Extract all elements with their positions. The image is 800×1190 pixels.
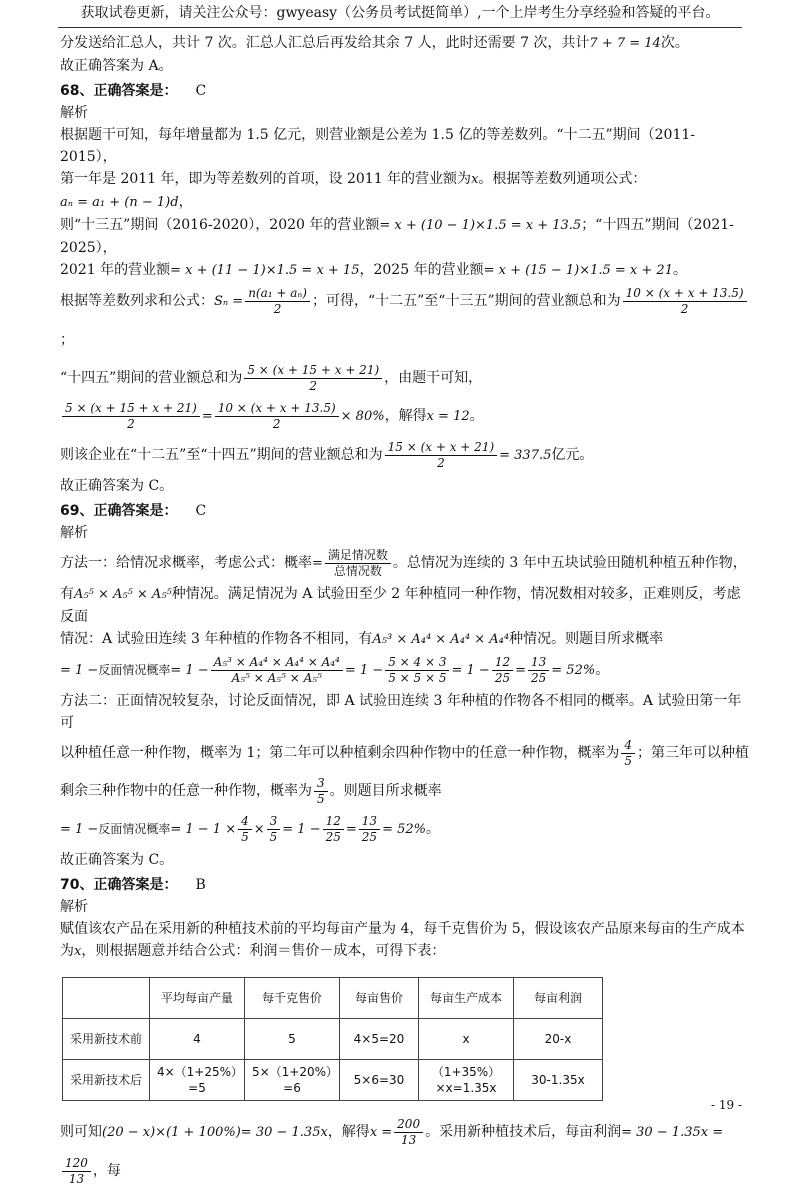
fraction	[394, 1117, 423, 1148]
numerator: 3	[267, 814, 281, 830]
math: = 1 −	[451, 663, 490, 678]
math: = 1 −	[170, 663, 209, 678]
page-number: - 19 -	[710, 1098, 742, 1112]
text: ；	[60, 332, 74, 348]
paragraph	[60, 940, 750, 963]
text: 第一年是 2011 年，即为等差数列的首项，设 2011 年的营业额为	[60, 171, 472, 187]
denominator: 5	[241, 829, 249, 844]
numerator: 15 × (x + x + 21)	[385, 440, 498, 456]
math: x	[74, 944, 82, 959]
fraction	[325, 548, 391, 579]
math: = x + (10 − 1)×1.5 = x + 13.5	[379, 218, 582, 233]
math: =	[312, 556, 323, 571]
text: 。总情况为连续的 3 年中五块试验田随机种植五种作物，	[392, 555, 747, 571]
text: 则该企业在“十二五”至“十四五”期间的营业额总和为	[60, 447, 383, 463]
math: = x + (15 − 1)×1.5 = x + 21	[483, 263, 673, 278]
question-70-title	[60, 874, 750, 896]
math: = 337.5	[499, 448, 552, 463]
table-cell: x	[419, 1019, 514, 1060]
data-table	[62, 977, 603, 1101]
question-68-title	[60, 80, 750, 102]
paragraph: 方法二：正面情况较复杂，讨论反面情况，即 A 试验田连续 3 年种植的作物各不相同的概率。A 试验田第一年可	[60, 693, 742, 731]
text: 。	[595, 662, 610, 678]
math: =	[201, 409, 213, 424]
text: ，解得	[327, 1124, 370, 1140]
denominator: 25	[325, 829, 341, 844]
paragraph	[60, 734, 750, 772]
denominator: 2	[127, 416, 135, 431]
text: ，2025 年的营业额	[359, 262, 484, 278]
numerator: 200	[394, 1117, 423, 1133]
fraction	[62, 1156, 91, 1187]
math: x	[471, 172, 479, 187]
numerator: n(a₁ + aₙ)	[245, 286, 310, 302]
paragraph	[60, 214, 750, 259]
denominator: 2	[273, 301, 282, 316]
math: ×	[253, 822, 265, 837]
paragraph	[60, 168, 750, 214]
fraction	[238, 814, 252, 845]
table-header-row	[63, 978, 603, 1019]
denominator: 2	[272, 416, 281, 431]
table-cell: 4×5=20	[340, 1019, 419, 1060]
numerator: 3	[314, 776, 328, 792]
denominator: 2	[309, 378, 318, 393]
answer-letter: C	[195, 83, 207, 99]
answer-letter: C	[195, 503, 207, 519]
numerator: 10 × (x + x + 13.5)	[215, 401, 339, 417]
denominator: 5	[317, 791, 325, 806]
math: x =	[369, 1125, 393, 1140]
paragraph	[60, 628, 750, 651]
text: 则“十三五”期间（2016-2020），2020 年的营业额	[60, 217, 380, 233]
text: 情况：A 试验田连续 3 年种植的作物各不相同，有	[60, 631, 373, 647]
fraction	[267, 814, 281, 845]
paragraph	[60, 282, 750, 359]
denominator: 5	[269, 829, 278, 844]
text: ；第三年可以种植	[637, 745, 749, 761]
numerator: 5 × 4 × 3	[385, 655, 449, 671]
math: = 52%	[382, 822, 426, 837]
fraction	[385, 655, 449, 686]
numerator: 5 × (x + 15 + x + 21)	[244, 363, 382, 379]
analysis-label: 解析	[60, 525, 88, 541]
question-69-title	[60, 500, 750, 522]
fraction	[528, 655, 549, 686]
math: = x + (11 − 1)×1.5 = x + 15	[170, 263, 360, 278]
paragraph	[60, 397, 750, 436]
text: ，则根据题意并结合公式：利润＝售价－成本，可得下表：	[81, 943, 446, 959]
denominator: 5	[624, 753, 632, 768]
text: ，	[178, 194, 193, 210]
paragraph	[60, 32, 750, 55]
table-cell: 4	[150, 1019, 245, 1060]
numerator: 10 × (x + x + 13.5)	[623, 286, 747, 302]
text: 剩余三种作物中的任意一种作物，概率为	[60, 783, 312, 799]
math: x = 12	[426, 409, 470, 424]
table-cell: 4×（1+25%）=5	[150, 1060, 245, 1101]
table-cell: 采用新技术后	[63, 1060, 150, 1101]
paragraph	[60, 772, 750, 810]
paragraph	[60, 810, 750, 849]
paragraph	[60, 1113, 750, 1190]
text: “十四五”期间的营业额总和为	[60, 370, 243, 386]
table-cell: 5	[245, 1019, 340, 1060]
answer-line: 故正确答案为 C。	[60, 852, 174, 868]
text: 。	[672, 262, 687, 278]
title: 69、正确答案是：	[60, 503, 178, 519]
numerator: 13	[359, 814, 380, 830]
text: ，解得	[384, 408, 427, 424]
numerator: A₅³ × A₄⁴ × A₄⁴ × A₄⁴	[211, 655, 343, 671]
math: = 1 −	[282, 822, 321, 837]
paragraph: 赋值该农产品在采用新的种植技术前的平均每亩产量为 4，每千克售价为 5，假设该农产品原来每亩的生产成本	[60, 921, 745, 937]
text: 。根据等差数列通项公式：	[478, 171, 647, 187]
table-header-cell: 每亩生产成本	[419, 978, 514, 1019]
table-header-cell	[63, 978, 150, 1019]
text: ，由题干可知，	[384, 370, 483, 386]
numerator: 13	[528, 655, 549, 671]
math: = 1 −	[60, 663, 99, 678]
math: =	[515, 663, 526, 678]
table-row	[63, 1060, 603, 1101]
document-body	[60, 32, 750, 1190]
fraction	[323, 814, 344, 845]
table-header-cell: 每亩售价	[340, 978, 419, 1019]
fraction	[215, 401, 339, 432]
math: Sₙ =	[214, 294, 244, 309]
math: aₙ = a₁ + (n − 1)d	[60, 195, 179, 210]
math: = 52%	[551, 663, 596, 678]
analysis-label: 解析	[60, 899, 88, 915]
numerator: 5 × (x + 15 + x + 21)	[62, 401, 200, 417]
paragraph	[60, 359, 750, 397]
fraction	[623, 286, 747, 317]
denominator: A₅⁵ × A₅⁵ × A₅⁵	[231, 670, 322, 685]
table-cell: 5×（1+20%）=6	[245, 1060, 340, 1101]
header-rule	[58, 27, 742, 28]
math: (20 − x)×(1 + 100%)= 30 − 1.35x	[102, 1125, 328, 1140]
denominator: 5 × 5 × 5	[388, 670, 447, 685]
denominator: 2	[680, 301, 689, 316]
fraction	[492, 655, 513, 686]
math: × 80%	[340, 409, 385, 424]
paragraph	[60, 544, 750, 583]
answer-line: 故正确答案为 C。	[60, 478, 174, 494]
numerator: 120	[62, 1156, 91, 1172]
fraction	[359, 814, 380, 845]
math: =	[345, 822, 357, 837]
fraction	[621, 738, 635, 769]
denominator: 25	[531, 670, 547, 685]
fraction	[245, 286, 310, 317]
paragraph	[60, 583, 750, 628]
table-header-cell: 每亩利润	[514, 978, 603, 1019]
math: = 1 − 1 ×	[170, 822, 237, 837]
text: 为	[60, 943, 74, 959]
text: 2021 年的营业额	[60, 262, 171, 278]
text: 则可知	[60, 1124, 102, 1140]
text: 。采用新种植技术后，每亩利润	[425, 1124, 622, 1140]
text: 反面情况概率	[98, 663, 171, 677]
paragraph	[60, 259, 750, 282]
table-header-cell: 平均每亩产量	[150, 978, 245, 1019]
numerator: 4	[238, 814, 252, 830]
answer-line: 故正确答案为 A。	[60, 58, 173, 74]
table-row	[63, 1019, 603, 1060]
answer-letter: B	[195, 877, 206, 893]
text: 。则题目所求概率	[329, 783, 442, 799]
text: 根据等差数列求和公式：	[60, 293, 214, 309]
table-cell: 20-x	[514, 1019, 603, 1060]
numerator: 满足情况数	[325, 548, 391, 564]
text: 亿元。	[551, 447, 594, 463]
math: = 1 −	[60, 822, 99, 837]
text: ，每	[92, 1163, 121, 1179]
numerator: 12	[492, 655, 513, 671]
paragraph	[60, 651, 750, 690]
text: ；可得，“十二五”至“十三五”期间的营业额总和为	[311, 293, 621, 309]
denominator: 25	[361, 829, 378, 844]
math: = 1 −	[344, 663, 384, 678]
page-header: 获取试卷更新，请关注公众号：gwyeasy（公务员考试挺简单）,一个上岸考生分享经验和答疑的平台。	[80, 5, 720, 21]
text: 分发送给汇总人，共计 7 次。汇总人汇总后再发给其余 7 人，此时还需要 7 次，共计	[60, 35, 590, 51]
denominator: 总情况数	[333, 563, 382, 578]
numerator: 4	[621, 738, 635, 754]
table-cell: 30-1.35x	[514, 1060, 603, 1101]
denominator: 13	[400, 1132, 417, 1147]
text: ；“十四五”期间（2021-2025），	[60, 217, 734, 256]
text: 反面情况概率	[98, 822, 171, 836]
fraction	[211, 655, 343, 686]
text: 次。	[660, 35, 689, 51]
paragraph	[60, 436, 750, 475]
math: A₅³ × A₄⁴ × A₄⁴ × A₄⁴	[372, 632, 510, 647]
denominator: 13	[68, 1171, 85, 1186]
fraction	[62, 401, 200, 432]
title: 68、正确答案是：	[60, 83, 178, 99]
table-cell: 采用新技术前	[63, 1019, 150, 1060]
text: 种情况。满足情况为 A 试验田至少 2 年种植同一种作物，情况数相对较多，正难则反，考虑反面	[60, 586, 741, 625]
title: 70、正确答案是：	[60, 877, 178, 893]
text: 。	[469, 408, 484, 424]
math: = 30 − 1.35x =	[621, 1125, 724, 1140]
fraction	[385, 440, 498, 471]
denominator: 2	[437, 455, 445, 470]
table-header-cell: 每千克售价	[245, 978, 340, 1019]
fraction	[314, 776, 328, 807]
numerator: 12	[323, 814, 344, 830]
text: 种情况。则题目所求概率	[509, 631, 664, 647]
math: A₅⁵ × A₅⁵ × A₅⁵	[74, 587, 172, 602]
fraction	[244, 363, 382, 394]
text: 方法一：给情况求概率，考虑公式：概率	[60, 555, 312, 571]
denominator: 25	[494, 670, 511, 685]
table-cell: 5×6=30	[340, 1060, 419, 1101]
table-cell: （1+35%）×x=1.35x	[419, 1060, 514, 1101]
text: 有	[60, 586, 74, 602]
text: 。	[426, 821, 440, 837]
paragraph: 根据题干可知，每年增量都为 1.5 亿元，则营业额是公差为 1.5 亿的等差数列。“十二五”期间（2011-2015），	[60, 127, 696, 165]
math: 7 + 7 = 14	[589, 36, 661, 51]
analysis-label: 解析	[60, 105, 88, 121]
text: 以种植任意一种作物，概率为 1；第二年可以种植剩余四种作物中的任意一种作物，概率为	[60, 745, 620, 761]
